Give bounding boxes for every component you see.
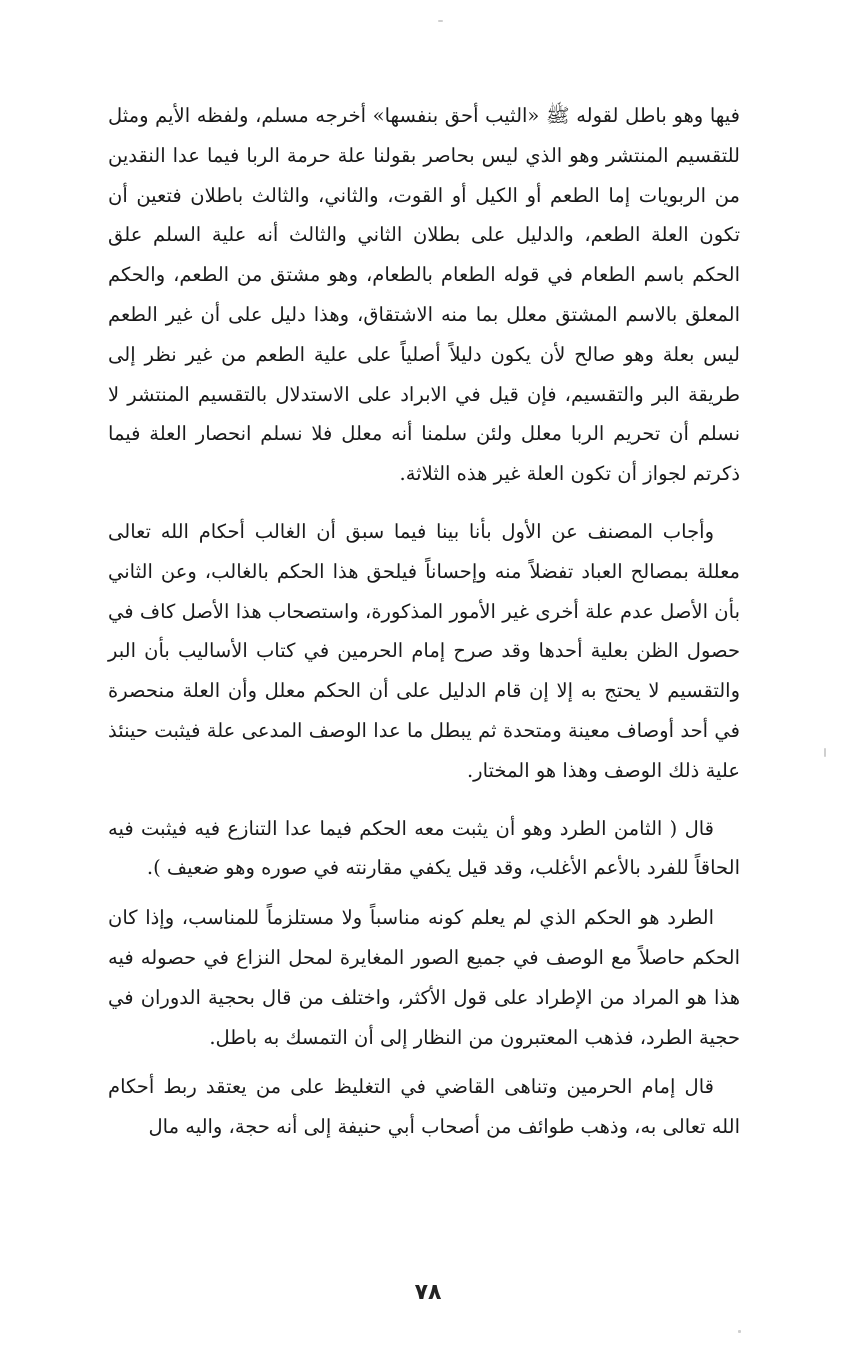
- page-number: ٧٨: [414, 1280, 442, 1305]
- paragraph: فيها وهو باطل لقوله ﷺ «الثيب أحق بنفسها» أخرجه مسلم، ولفظه الأيم ومثل للتقسيم المنتشر وهو الذي ليس بحاصر بقولنا علة حرمة الربا فيما عدا النقدين من الربويات إما الطعم أو الكيل أو القوت، والثاني، والثالث باطلان فتعين أن تكون العلة الطعم، والدليل على بطلان الثاني والثالث أنه علية السلم علق الحكم باسم الطعام في قوله الطعام بالطعام، وهو مشتق من الطعم، والحكم المعلق بالاسم المشتق معلل بما منه الاشتقاق، وهذا دليل على أن غير الطعم ليس بعلة وهو صالح لأن يكون دليلاً أصلياً على علية الطعم من غير نظر إلى طريقة البر والتقسيم، فإن قيل في الابراد على الاستدلال بالتقسيم المنتشر لا نسلم أن تحريم الربا معلل ولئن سلمنا أنه معلل فلا نسلم انحصار العلة فيما ذكرتم لجواز أن تكون العلة غير هذه الثلاثة.: [108, 104, 740, 486]
- page-body: [108, 96, 740, 1147]
- scan-speck: [738, 1330, 741, 1333]
- paragraph: قال إمام الحرمين وتناهى القاضي في التغليظ على من يعتقد ربط أحكام الله تعالى به، وذهب طوائف من أصحاب أبي حنيفة إلى أنه حجة، واليه مال: [108, 1075, 740, 1139]
- paragraph: الطرد هو الحكم الذي لم يعلم كونه مناسباً ولا مستلزماً للمناسب، وإذا كان الحكم حاصلاً مع الوصف في جميع الصور المغايرة لمحل النزاع في حصوله فيه هذا هو المراد من الإطراد على قول الأكثر، واختلف من قال بحجية الدوران في حجية الطرد، فذهب المعتبرون من النظار إلى أن التمسك به باطل.: [108, 906, 740, 1049]
- paragraph: وأجاب المصنف عن الأول بأنا بينا فيما سبق أن الغالب أحكام الله تعالى معللة بمصالح العباد تفضلاً منه وإحساناً فيلحق هذا الحكم بالغالب، وعن الثاني بأن الأصل عدم علة أخرى غير الأمور المذكورة، واستصحاب هذا الأصل كاف في حصول الظن بعلية أحدها وقد صرح إمام الحرمين في كتاب الأساليب بأن البر والتقسيم لا يحتج به إلا إن قام الدليل على أن الحكم معلل وأن العلة منحصرة في أحد أوصاف معينة ومتحدة ثم يبطل ما عدا الوصف المدعى علة فيثبت حينئذ علية ذلك الوصف وهذا هو المختار.: [108, 519, 740, 782]
- scan-speck: [438, 20, 443, 22]
- scan-speck: [824, 748, 826, 757]
- paragraph: قال ( الثامن الطرد وهو أن يثبت معه الحكم فيما عدا التنازع فيه فيثبت فيه الحاقاً للفرد بالأعم الأغلب، وقد قيل يكفي مقارنته في صوره وهو ضعيف ).: [108, 816, 740, 880]
